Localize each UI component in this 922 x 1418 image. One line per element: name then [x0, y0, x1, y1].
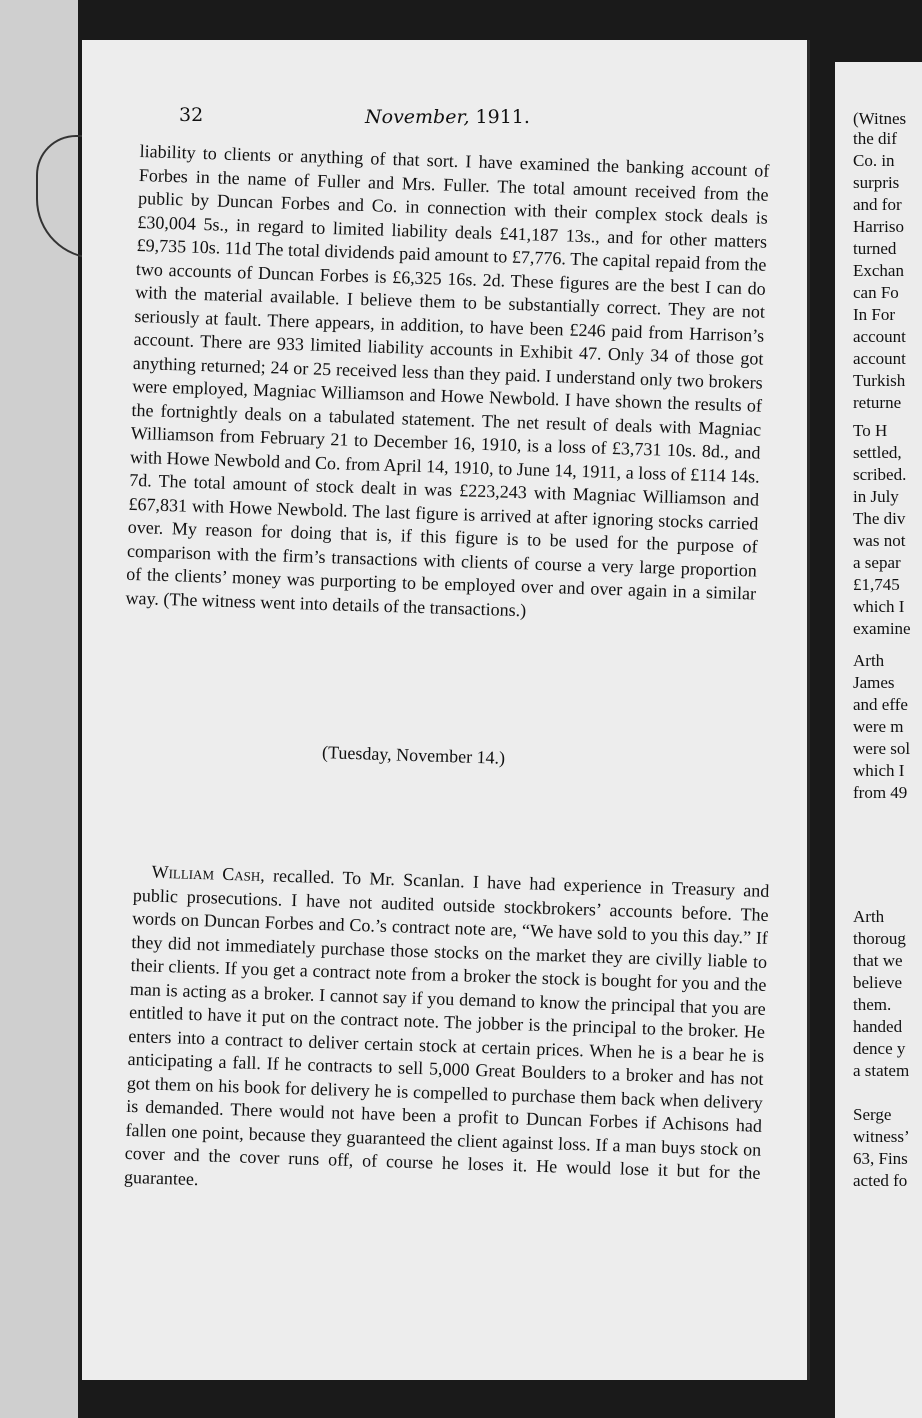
- facing-page-line: Harriso: [853, 217, 904, 236]
- facing-page-line: which I: [853, 761, 905, 780]
- facing-page-line: and for: [853, 195, 902, 214]
- facing-page-line: the dif: [853, 129, 897, 148]
- facing-page-line: (Witnes: [853, 109, 907, 128]
- facing-page-line: Serge: [853, 1105, 892, 1124]
- facing-page-line: In For: [853, 305, 896, 324]
- facing-page-line: can Fo: [853, 283, 899, 302]
- facing-page-line: surpris: [853, 173, 900, 192]
- facing-page-line: and effe: [853, 695, 908, 714]
- facing-page-line: was not: [853, 531, 906, 550]
- header-year: 1911.: [475, 106, 530, 128]
- facing-page-line: that we: [853, 951, 903, 970]
- paragraph-body: recalled. To Mr. Scanlan. I have had experience in Treasury and public prosecutions. I have not audited outside stockbrokers’ accounts before. The words on Duncan Forbes and Co.’s contract note are, “We have sold to you this day.” If they did not immediately purchase those stocks on the market they are civilly liable to their clients. If you get a contract note from a broker the stock is bought for you and the man is acting as a broker. I cannot say if you demand to know the principal that you are entitled to have it put on the contract note. The jobber is the principal to the broker. He enters into a contract to deliver certain stock at certain prices. When he is a bear he is anticipating a fall. If he contracts to sell 5,000 Great Boulders to a broker and has not got them on his book for delivery he is compelled to purchase them back when delivery is demanded. There would not have been a profit to Duncan Forbes if Achisons had fallen one point, because they guaranteed the client against loss. If a man buys stock on cover and the cover runs off, of course he loses it. He would lose it but for the guarantee.: [123, 865, 770, 1189]
- testimony-paragraph-1: [125, 140, 769, 630]
- facing-page-line: To H: [853, 421, 888, 440]
- book-page: [82, 40, 810, 1380]
- facing-page-line: returne: [853, 393, 902, 412]
- facing-page-line: Turkish: [853, 371, 906, 390]
- facing-page-line: Exchan: [853, 261, 904, 280]
- facing-page-line: in July: [853, 487, 899, 506]
- facing-page-fragment: [835, 62, 922, 1418]
- facing-page-line: The div: [853, 509, 906, 528]
- paragraph-text: liability to clients or anything of that sort. I have examined the banking account of Forbes in the name of Fuller and Mrs. Fuller. The total amount received from the public by Duncan Forbes and Co. in connection with their complex stock deals is £30,004 5s., in regard to limited liability deals £41,187 13s., and for other matters £9,735 10s. 11d The total dividends paid amount to £7,776. The capital repaid from the two accounts of Duncan Forbes is £6,325 16s. 2d. These figures are the best I can do with the material available. I believe them to be substantially correct. They are not seriously at fault. There appears, in addition, to have been £246 paid from Harrison’s account. There are 933 limited liability accounts in Exhibit 47. Only 34 of those got anything returned; 24 or 25 received less than they paid. I understand only two brokers were employed, Magniac Williamson and Howe Newbold. I have shown the results of the fortnightly deals on a tabulated statement. The net result of deals with Magniac Williamson from February 21 to December 16, 1910, is a loss of £3,731 10s. 8d., and with Howe Newbold and Co. from April 14, 1910, to June 14, 1911, a loss of £114 14s. 7d. The total amount of stock dealt in was £223,243 with Magniac Williamson and £67,831 with Howe Newbold. The last figure is arrived at after ignoring stocks carried over. My reason for doing that is, if this figure is to be used for the purpose of comparison with the firm’s transactions with clients of course a very large proportion of the clients’ money was purporting to be employed over and over again in a similar way. (The witness went into details of the transactions.): [125, 140, 770, 620]
- facing-page-line: thoroug: [853, 929, 906, 948]
- header-month: November,: [365, 106, 470, 128]
- facing-page-line: witness’: [853, 1127, 910, 1146]
- facing-page-line: which I: [853, 597, 905, 616]
- facing-page-line: settled,: [853, 443, 902, 462]
- facing-page-line: a separ: [853, 553, 901, 572]
- facing-page-line: Co. in: [853, 151, 895, 170]
- facing-page-line: were m: [853, 717, 904, 736]
- facing-page-line: a statem: [853, 1061, 910, 1080]
- facing-page-line: acted fo: [853, 1171, 908, 1190]
- page-number: 32: [179, 104, 204, 126]
- facing-page-line: James: [853, 673, 895, 692]
- facing-page-line: account: [853, 327, 906, 346]
- facing-page-line: believe: [853, 973, 903, 992]
- facing-page-line: account: [853, 349, 906, 368]
- facing-page-line: them.: [853, 995, 892, 1014]
- testimony-paragraph-2: [124, 860, 770, 1209]
- facing-page-line: handed: [853, 1017, 903, 1036]
- facing-page-line: scribed.: [853, 465, 907, 484]
- witness-name: William Cash,: [151, 861, 266, 886]
- facing-page-line: Arth: [853, 907, 885, 926]
- facing-page-line: £1,745: [853, 575, 900, 594]
- session-heading: (Tuesday, November 14.): [321, 742, 506, 768]
- facing-page-line: dence y: [853, 1039, 906, 1058]
- facing-page-line: from 49: [853, 783, 908, 802]
- facing-page-line: 63, Fins: [853, 1149, 908, 1168]
- paragraph-text: [124, 860, 770, 1209]
- page-header-date: [365, 106, 530, 128]
- facing-page-line: Arth: [853, 651, 885, 670]
- facing-page-line: were sol: [853, 739, 911, 758]
- facing-page-line: examine: [853, 619, 911, 638]
- facing-page-line: turned: [853, 239, 897, 258]
